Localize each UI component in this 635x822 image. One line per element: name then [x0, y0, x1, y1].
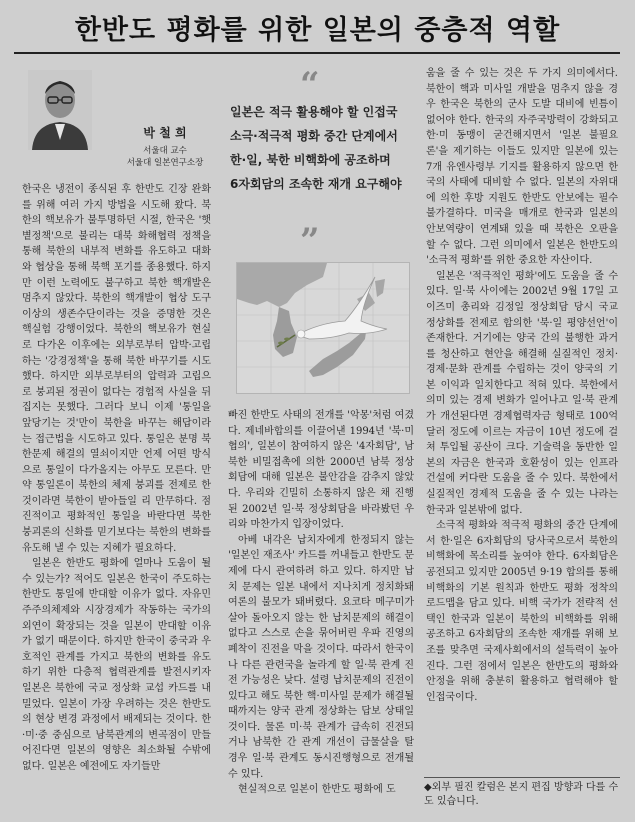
pull-quote-line: 6자회담의 조속한 재개 요구해야 [230, 177, 402, 191]
headline-rule [14, 52, 620, 54]
article-paragraph: 아베 내각은 납치자에게 한정되지 않는 '일본인 재조사' 카드를 꺼내들고 한반도 문제에 다시 관여하려 하고 있다. 하지만 납치 문제는 일본 내에서 지나치게 정치화돼 여론의 불모가 돼버렸다. 요코타 메구미가 살아 돌아오지 않는 한 납치문제의 해결이 없다고 스스로 손을 묶어버린 우파 진영의 폐착이 진전을 막을 것이다. 따라서 한국이나 다른 관련국을 놀라게 할 일·북 관계 진전 가능성은 낮다. 설령 납치문제의 진전이 있다고 해도 북한 핵·미사일 문제가 해결될 때까지는 양국 관계 정상화는 답보 상태일 것이다. 물론 미·북 관계가 급속히 진전되거나 남북한 간 관계 개선이 급물살을 탈 경우 일·북 관계도 동시진행형으로 전개될 수 있다. [228, 534, 414, 780]
article-paragraph: 소극적 평화와 적극적 평화의 중간 단계에서 한·일은 6자회담의 당사국으로서 북한의 비핵화에 목소리를 높여야 한다. 6자회담은 공전되고 있지만 2005년 9·19 합의를 통해 비핵화의 기본 원칙과 한반도 평화 정착의 로드맵을 담고 있다. 비핵 국가가 전략적 선택인 한국과 일본이 북한의 비핵화를 위해 공조하고 6자회담의 조속한 재개를 위해 보조를 맞추면 국제사회에서의 설득력이 높아진다. 그런 점에서 일본은 한반도의 평화와 안정을 위해 충분히 활용하고 협력해야 할 인접국이다. [426, 520, 618, 703]
article-paragraph: 일본은 한반도 평화에 얼마나 도움이 될 수 있는가? 적어도 일본은 한국이 주도하는 한반도 통일에 반대할 이유가 없다. 자유민주주의체제와 시장경제가 작동하는 국가의 외연이 확장되는 것을 일본이 반대할 이유가 없기 때문이다. 하지만 한국이 중국과 우호적인 관계를 가지고 북한의 변화를 유도하기 위한 다층적 협력관계를 발전시키자 일본은 북한에 국교 정상화 교섭 카드를 내밀었다. 일본이 가장 우려하는 것은 한반도의 현상 변경 과정에서 배제되는 것이다. 한·미·중 중심으로 남북관계의 변곡점이 만들어진다면 일본의 영향은 최소화될 수밖에 없다. 일본은 예전에도 자기들만 [22, 558, 211, 772]
dove-map-illustration [236, 262, 410, 394]
footnote-rule [424, 777, 620, 778]
article-paragraph: 움을 줄 수 있는 것은 두 가지 의미에서다. 북한이 핵과 미사일 개발을 멈추지 않을 경우 한국은 북한의 군사 도발 대비에 빈틈이 없어야 한다. 한국의 자주국방력이 강화되고 한·미 동맹이 굳건해지면서 '일본 불필요론'을 제기하는 이들도 있지만 일본에 있는 7개 유엔사령부 기지를 활용하지 않으면 한국의 사태에 대비할 수 없다. 일본의 자위대에 의한 후방 지원도 한반도 안보에는 필수불가결하다. 미국을 매개로 한국과 일본의 안보역량이 연계돼 있을 때 북한은 오판을 할 수 없다. 그런 의미에서 일본은 한반도의 '소극적 평화'를 위한 중요한 자산이다. [426, 68, 618, 267]
author-affiliation: 서울대 일본연구소장 [126, 158, 204, 168]
article-column-1 [22, 182, 211, 775]
article-paragraph: 일본은 '적극적인 평화'에도 도움을 줄 수 있다. 일·북 사이에는 2002년 9월 17일 고이즈미 총리와 김정일 정상회담 당시 국교 정상화를 전제로 합의한 '북·일 평양선언'이 존재한다. 거기에는 양국 간의 불행한 과거를 청산하고 현안을 해결해 실질적인 정치·경제·문화 관계를 수립하는 것이 양국의 기본 이익과 일치한다고 적혀 있다. 북한에서 의미 있는 경제 변화가 일어나고 일·북 관계가 개선된다면 경제협력자금 형태로 100억 달러 정도에 이르는 자금이 10년 정도에 걸쳐 투입될 공산이 크다. 기술력을 동반한 일본의 자금은 한국과 호환성이 있는 인프라 건설에 커다란 도움을 줄 수 있다. 북한에서 실질적인 경제적 도움을 줄 수 있는 나라는 한국과 일본밖에 없다. [426, 270, 618, 516]
pull-quote-line: 한·일, 북한 비핵화에 공조하며 [230, 153, 391, 167]
article-column-2 [228, 408, 414, 798]
pull-quote-line: 소극·적극적 평화 중간 단계에서 [230, 129, 398, 143]
article-paragraph: 한국은 냉전이 종식된 후 한반도 긴장 완화를 위해 여러 가지 방법을 시도해 왔다. 북한의 핵보유가 불투명하던 시절, 한국은 '햇볕정책'으로 불리는 대북 화해협력 정책을 통해 북한의 내부적 변화를 유도하고 대화와 협상을 통해 북핵 포기를 종용했다. 하지만 이런 노력에도 불구하고 북한 핵개발은 멈추지 않았다. 북한의 핵개발이 협상 도구 이상의 생존수단이라는 것을 증명한 것은 핵실험 강행이었다. 북한의 핵보유가 현실로 다가온 이후에는 외부로부터 압박·고립하는 '강경정책'을 통해 북한 바꾸기를 시도했다. 하지만 외부로부터의 압력과 고립으로 붕괴된 정권이 없다는 경험적 사실을 뒤집지는 못했다. 그러다 보니 이제 '통일을 앞당기는 것'만이 북한을 바꾸는 해답이라는 접근법을 시도하고 있다. 통일은 분명 북한문제 해결의 열쇠이지만 언제 어떤 방식으로 통일이 다가올지는 아무도 모른다. 만약 통일론이 북한의 체제 붕괴를 전제로 한 것이라면 북한이 받아들일 리 만무하다. 점진적이고 평화적인 통일을 바란다면 북한 붕괴론의 신화를 믿기보다는 북한의 변화를 유도해 낼 수 있는 지혜가 필요하다. [22, 184, 211, 554]
byline [110, 124, 220, 169]
close-quote-mark: ” [300, 221, 320, 261]
headline: 한반도 평화를 위한 일본의 중층적 역할 [74, 14, 561, 46]
pull-quote [230, 100, 412, 196]
editorial-disclaimer: ◆외부 필진 칼럼은 본지 편집 방향과 다를 수도 있습니다. [424, 782, 619, 807]
author-portrait-icon [28, 70, 92, 150]
author-name: 박 철 희 [143, 126, 187, 140]
korea-japan-map-icon [237, 263, 409, 393]
pull-quote-line: 일본은 적극 활용해야 할 인접국 [230, 105, 398, 119]
article-paragraph: 빠진 한반도 사태의 전개를 '악몽'처럼 여겼다. 제네바합의를 이끌어낸 1994년 '북·미 협의', 일본이 참여하지 않은 '4자회담', 남북한 비밀접촉에 의한 2000년 남북 정상회담에 대해 일본은 불안감을 감추지 않았다. 우리와 긴밀히 소통하지 않은 채 진행된 2002년 일·북 정상회담을 바라봤던 우리와 마찬가지 입장이었다. [228, 410, 414, 531]
article-column-3 [426, 66, 618, 705]
article-paragraph: 현실적으로 일본이 한반도 평화에 도 [238, 784, 396, 796]
open-quote-mark: “ [300, 65, 320, 105]
author-photo [28, 70, 92, 150]
author-title: 서울대 교수 [143, 146, 187, 156]
